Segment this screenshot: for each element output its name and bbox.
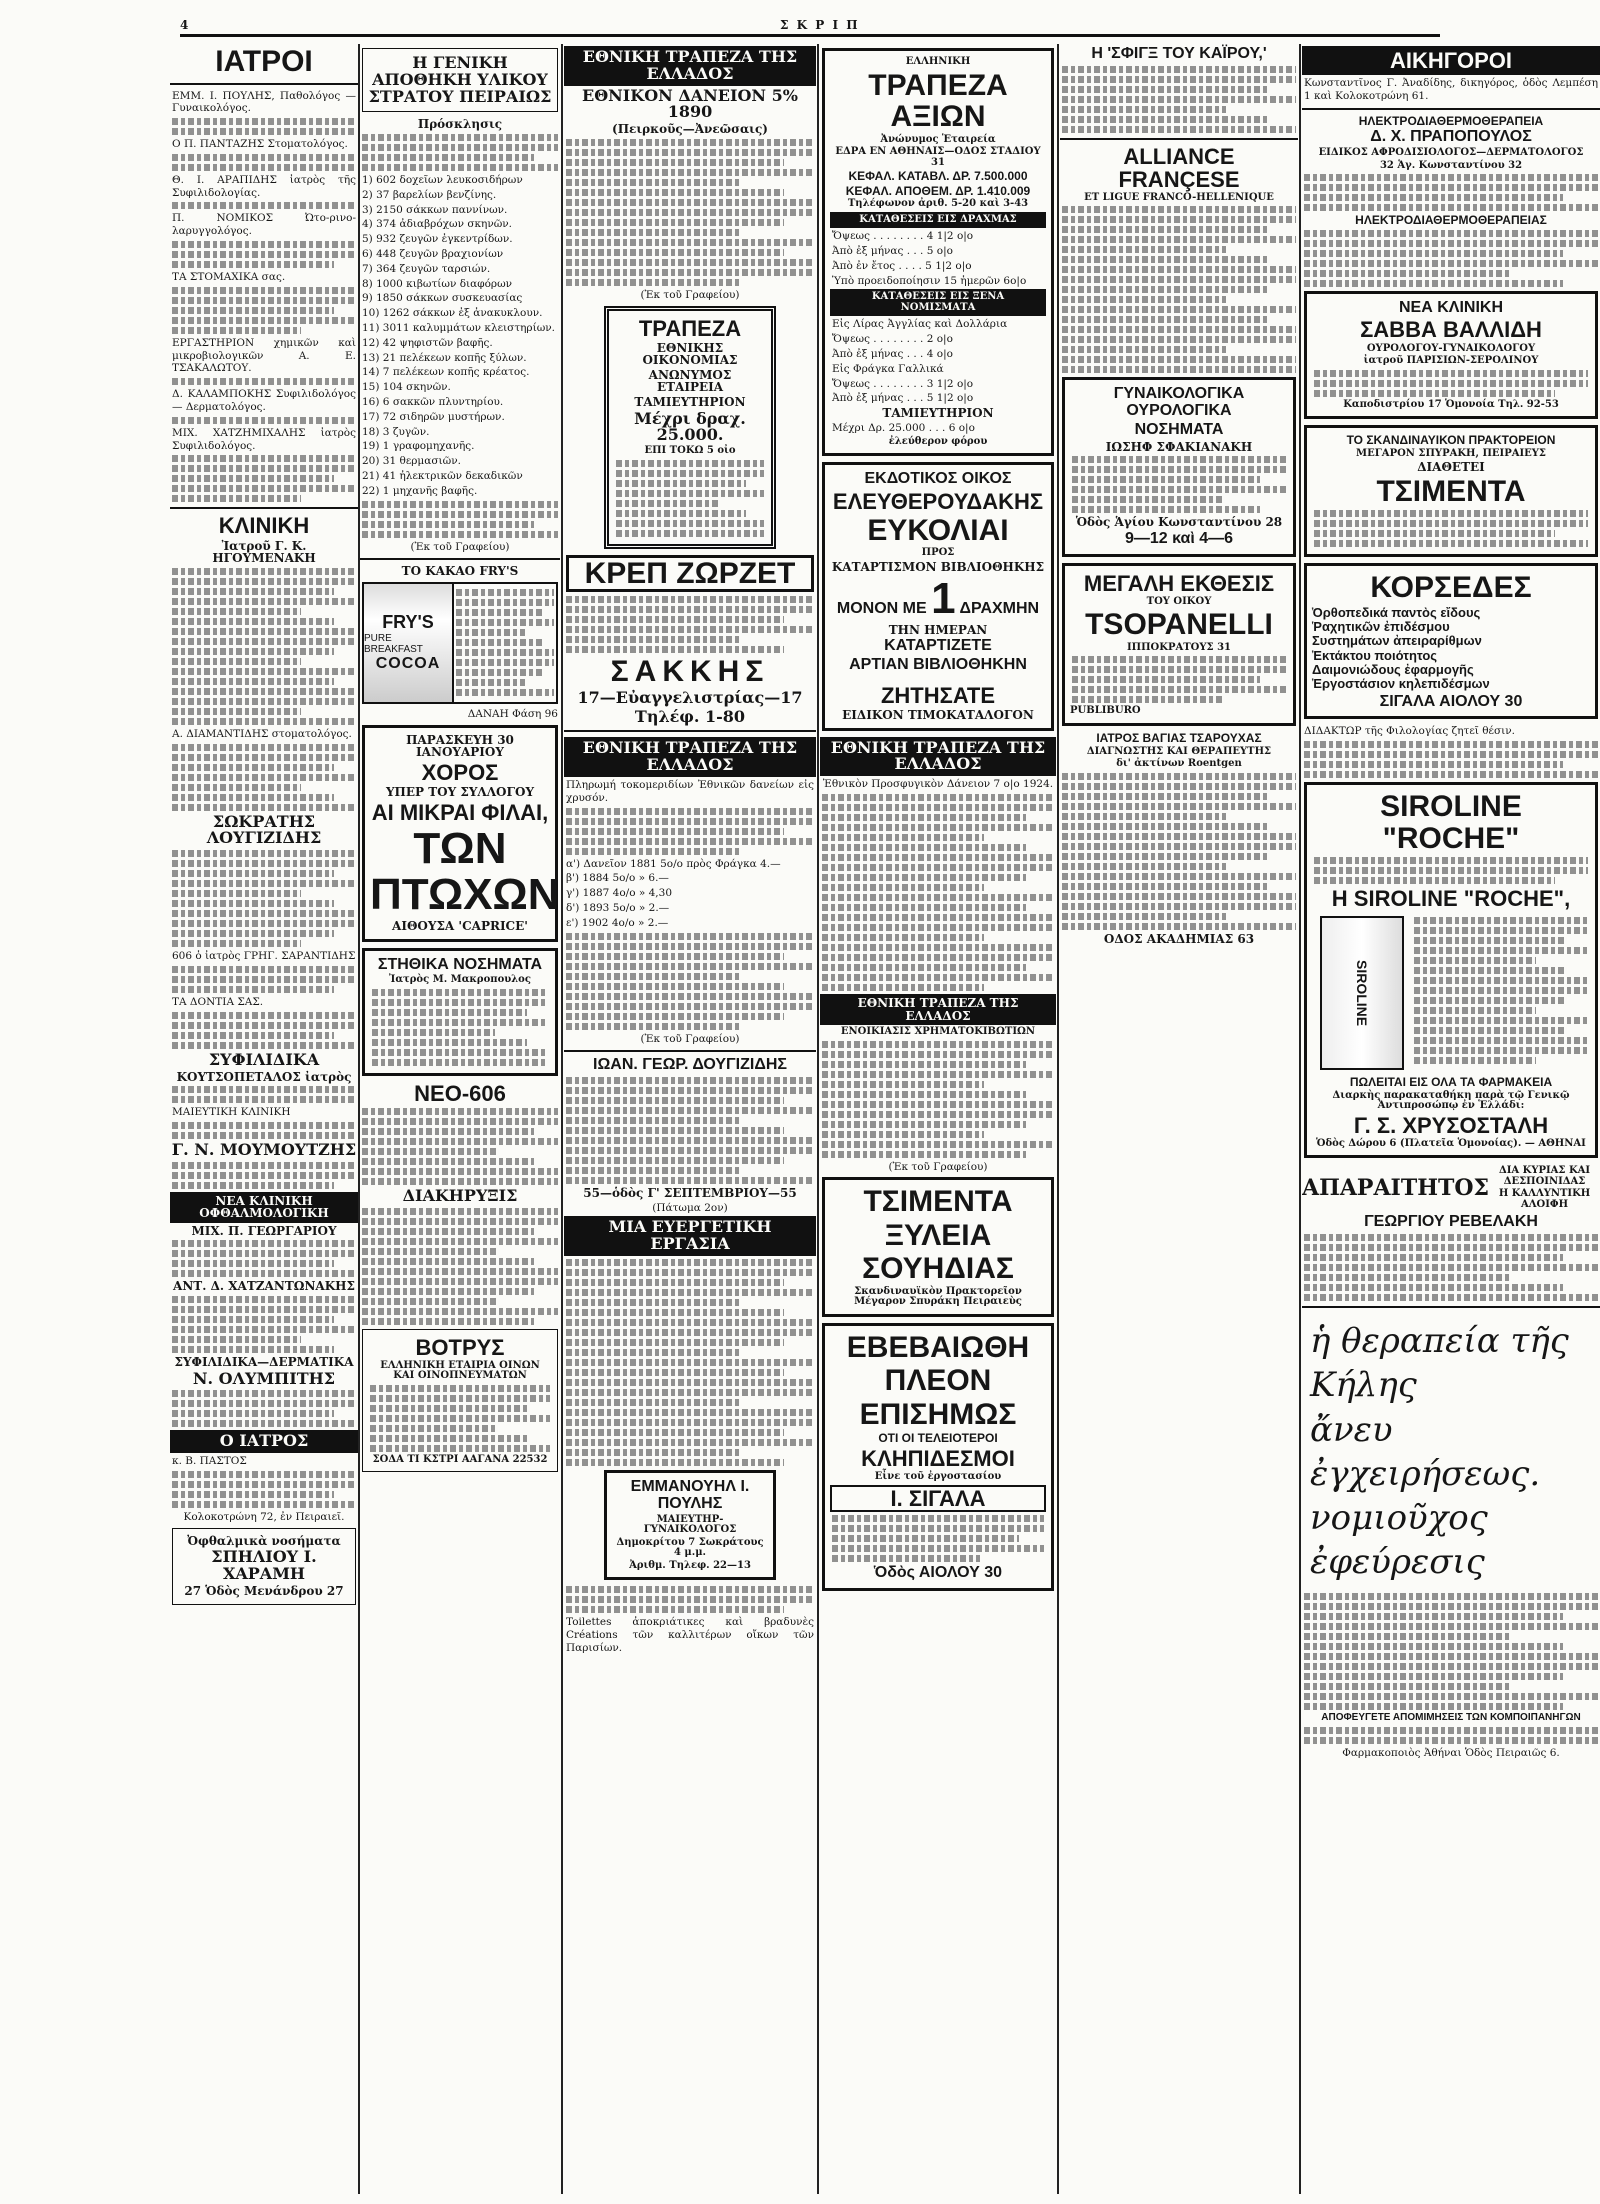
siroline-ad (1304, 782, 1598, 1158)
publisher-price-unit: ΔΡΑΧΜΗΝ (959, 599, 1040, 617)
listing: Ο Π. ΠΑΝΤΑΖΗΣ Στοματολόγος. (172, 138, 348, 151)
economy-bank-max: Μέχρι δραχ. 25.000. (634, 408, 746, 445)
new-clinic-title: ΝΕΑ ΚΛΙΝΙΚΗ (1398, 298, 1503, 316)
deposit-row: Ὑπὸ προειδοποίησιν 15 ἡμερῶν 6ο|ο (832, 274, 1027, 287)
publisher-library: ΚΑΤΑΡΤΙΣΜΟΝ ΒΙΒΛΙΟΘΗΚΗΣ (831, 559, 1045, 574)
clinic-name: Ἰατροῦ Γ. Κ. ΗΓΟΥΜΕΝΑΚΗ (212, 538, 316, 566)
corset-line: Ῥαχητικῶν ἐπιδέσμου (1312, 619, 1450, 635)
section-title-doctors: ΙΑΤΡΟΙ (215, 45, 313, 78)
column-rule (561, 44, 563, 2194)
cocoa-tin-label: PURE BREAKFAST (364, 633, 423, 656)
depot-item: 4) 374 ἀδιαβρόχων σκηνῶν. (362, 218, 513, 231)
deposit-row: Ἀπὸ ἐξ μήνας . . . 5 ο|ο (832, 244, 953, 257)
cocoa-tin-word: COCOA (375, 655, 441, 673)
column-banks (564, 44, 816, 2194)
bank2-subtitle: Πληρωμή τοκομεριδίων Ἐθνικῶν δανείων εἰς χρυσόν. (566, 778, 814, 804)
tsarouchas-address: ΟΔΟΣ ΑΚΑΔΗΜΙΑΣ 63 (1103, 931, 1255, 946)
dance-hall: ΑΙΘΟΥΣΑ 'CAPRICE' (392, 919, 528, 934)
depot-item: 19) 1 γραφομηχανῆς. (362, 440, 475, 453)
sigalas-line6: Εἶνε τοῦ ἐργοστασίου (874, 1471, 1002, 1483)
foreign-deposit-row: Ἀπὸ ἐξ μήνας . . . 5 1|2 ο|ο (832, 392, 974, 405)
listing-heading: ΣΥΦΙΛΙΔΙΚΑ (208, 1049, 320, 1069)
bank-title: ΕΘΝΙΚΗ ΤΡΑΠΕΖΑ ΤΗΣ ΕΛΛΑΔΟΣ (564, 46, 816, 86)
tsopanelli-house: ΤΟΥ ΟΙΚΟΥ (1146, 595, 1212, 607)
dance-word: ΧΟΡΟΣ (421, 759, 499, 785)
doctor-ad-name: ΕΜΜΑΝΟΥΗΛ Ι. ΠΟΥΛΗΣ (630, 1478, 750, 1512)
dougizidis-title: ΙΩΑΝ. ΓΕΩΡ. ΔΟΥΓΙΖΙΔΗΣ (593, 1056, 787, 1074)
depot-item: 18) 3 ζυγῶν. (362, 425, 430, 438)
siroline-address: Ὁδὸς Δώρου 6 (Πλατεῖα Ὁμονοίας). — ΑΘΗΝΑΙ (1316, 1137, 1586, 1149)
deposit-row: Ἀπὸ ἐν ἔτος . . . . 5 1|2 ο|ο (832, 259, 972, 272)
beauty-maker: ΓΕΩΡΓΙΟΥ ΡΕΒΕΛΑΚΗ (1364, 1213, 1538, 1231)
depot-subtitle: Πρόσκλησις (417, 117, 503, 132)
gynecology-address: Ὁδὸς Ἁγίου Κωνσταντίνου 28 (1075, 515, 1283, 530)
work-title: ΜΙΑ ΕΥΕΡΓΕΤΙΚΗ ΕΡΓΑΣΙΑ (564, 1216, 816, 1256)
hernia-ad-handwriting (1302, 1313, 1600, 1590)
depot-item: 3) 2150 σάκκων παννίνων. (362, 203, 508, 216)
foreign-deposit-row: Ὄψεως . . . . . . . . 3 1|2 ο|ο (832, 377, 974, 390)
foreign-deposit-row: Ὄψεως . . . . . . . . 2 ο|ο (832, 333, 953, 346)
cement-ad (822, 1177, 1054, 1317)
bank2-row: β') 1884 5ο/ο » 6.— (566, 872, 669, 885)
dance-name-line1: ΑΙ ΜΙΚΡΑΙ ΦΙΛΑΙ, (371, 799, 549, 825)
share-bank-seat: ΕΔΡΑ ΕΝ ΑΘΗΝΑΙΣ—ΟΔΟΣ ΣΤΑΔΙΟΥ 31 (835, 146, 1041, 168)
publisher-offer: ΕΥΚΟΛΙΑΙ (867, 513, 1009, 547)
clinic-title: ΚΛΙΝΙΚΗ (218, 513, 310, 539)
publisher-name: ΕΛΕΥΘΕΡΟΥΔΑΚΗΣ (832, 488, 1044, 514)
bank4-title: ΕΘΝΙΚΗ ΤΡΑΠΕΖΑ ΤΗΣ ΕΛΛΑΔΟΣ (820, 994, 1056, 1025)
bank-call: (Πειρκοῦς—Ἀνεῶσαις) (612, 122, 768, 137)
dougizidis-floor: (Πάτωμα 2ον) (652, 1201, 728, 1214)
bank2-title: ΕΘΝΙΚΗ ΤΡΑΠΕΖΑ ΤΗΣ ΕΛΛΑΔΟΣ (564, 737, 816, 777)
sigalas-name: Ι. ΣΙΓΑΛΑ (830, 1485, 1046, 1512)
listing: ΜΑΙΕΥΤΙΚΗ ΚΛΙΝΙΚΗ (172, 1106, 291, 1119)
announcement-title: ΔΙΑΚΗΡΥΞΙΣ (402, 1186, 518, 1206)
column-rule (817, 44, 819, 2194)
depot-item: 16) 6 σακκῶν πλυντηρίου. (362, 395, 504, 408)
listing: Δ. ΚΑΛΑΜΠΟΚΗΣ Συφιλιδολόγος — Δερματολόγος. (172, 388, 356, 414)
votrys-title: ΒΟΤΡΥΣ (415, 1334, 505, 1360)
depot-item: 13) 21 πελέκεων κοπῆς ξύλων. (362, 351, 527, 364)
publisher-make: ΚΑΤΑΡΤΙΖΕΤΕ (884, 637, 992, 655)
new-clinic-specialty: ΟΥΡΟΛΟΓΟΥ-ΓΥΝΑΙΚΟΛΟΓΟΥ (1366, 342, 1536, 354)
listing-heading: Γ. Ν. ΜΟΥΜΟΥΤΖΗΣ (171, 1139, 357, 1159)
listing-heading: Ο ΙΑΤΡΟΣ (170, 1430, 358, 1453)
electro-specialty: ΕΙΔΙΚΟΣ ΑΦΡΟΔΙΣΙΟΛΟΓΟΣ—ΔΕΡΜΑΤΟΛΟΓΟΣ (1318, 147, 1584, 159)
sphinx-title: Η 'ΣΦΙΓΞ ΤΟΥ ΚΑΪΡΟΥ,' (1091, 45, 1267, 62)
bank3-title: ΕΘΝΙΚΗ ΤΡΑΠΕΖΑ ΤΗΣ ΕΛΛΑΔΟΣ (820, 737, 1056, 777)
tsarouchas-title: ΙΑΤΡΟΣ ΒΑΓΙΑΣ ΤΣΑΡΟΥΧΑΣ (1096, 730, 1262, 745)
corsets-maker: ΣΙΓΑΛΑ ΑΙΟΛΟΥ 30 (1379, 692, 1523, 710)
sakkis-address: 17—Εὐαγγελιστρίας—17 (577, 687, 803, 707)
sigalas-line5: ΚΛΗΠΙΔΕΣΜΟΙ (861, 1446, 1015, 1472)
neo606-title: ΝΕΟ-606 (414, 1080, 506, 1106)
depot-item: 2) 37 βαρελίων βενζίνης. (362, 188, 497, 201)
cement-agency-title: ΤΟ ΣΚΑΝΔΙΝΑΥΙΚΟΝ ΠΡΑΚΤΟΡΕΙΟΝ (1346, 433, 1556, 448)
deposits-title: ΚΑΤΑΘΕΣΕΙΣ ΕΙΣ ΔΡΑΧΜΑΣ (830, 212, 1046, 229)
deposit-row: Ὄψεως . . . . . . . . 4 1|2 ο|ο (832, 230, 974, 243)
alliance-title: ALLIANCE FRANÇESE (1118, 143, 1240, 192)
dance-name-line2: ΤΩΝ ΠΤΩΧΩΝ (370, 823, 560, 919)
depot-item: 9) 1850 σάκκων συσκευασίας (362, 292, 523, 305)
dance-date: ΠΑΡΑΣΚΕΥΗ 30 ΙΑΝΟΥΑΡΙΟΥ (406, 732, 514, 760)
siroline-subtitle: Η SIROLINE "ROCHE", (1331, 886, 1571, 912)
sakkis-telephone: Τηλέφ. 1-80 (634, 706, 746, 726)
depot-title: Η ΓΕΝΙΚΗ ΑΠΟΘΗΚΗ ΥΛΙΚΟΥ ΣΤΡΑΤΟΥ ΠΕΙΡΑΙΩΣ (368, 53, 552, 106)
masthead (180, 18, 1440, 37)
corset-line: Ἐκτάκτου ποιότητος (1312, 647, 1438, 663)
publisher-library2: ΑΡΤΙΑΝ ΒΙΒΛΙΟΘΗΚΗΝ (849, 656, 1027, 674)
beauty-to: ΔΙΑ ΚΥΡΙΑΣ ΚΑΙ ΔΕΣΠΟΙΝΙΔΑΣ (1498, 1165, 1591, 1187)
depot-item: 12) 42 ψηφιστῶν βαφῆς. (362, 336, 493, 349)
listing: ΤΑ ΣΤΟΜΑΧΙΚΑ σας. (172, 271, 286, 284)
toilettes-note: Toilettes ἀποκριάτικες καὶ βραδυνὲς Créations τῶν καλλιτέρων οἴκων τῶν Παρισίων. (566, 1616, 814, 1654)
page-number: 4 (180, 18, 189, 32)
gynecology-title: ΓΥΝΑΙΚΟΛΟΓΙΚΑ ΟΥΡΟΛΟΓΙΚΑ (1113, 385, 1245, 420)
column-rule (1057, 44, 1059, 2194)
hernia-line1: ἡ θεραπεία τῆς Κήλης (1310, 1321, 1569, 1406)
eye-heading: Ὀφθαλμικὰ νοσήματα (187, 1533, 341, 1548)
siroline-title: SIROLINE "ROCHE" (1380, 790, 1522, 855)
depot-item: 21) 41 ἠλεκτρικῶν δεκαδικῶν (362, 469, 523, 482)
sakkis-title: ΣΑΚΚΗΣ (610, 655, 770, 689)
dance-ad (362, 725, 558, 942)
corsets-ad (1304, 563, 1598, 719)
new-clinic-address: Καποδιστρίου 17 Ὁμονοία Τηλ. 92-53 (1343, 398, 1559, 410)
listing: Α. ΔΙΑΜΑΝΤΙΔΗΣ στοματολόγος. (172, 727, 352, 740)
sigalas-ad (822, 1323, 1054, 1591)
cement-agency-offers: ΔΙΑΘΕΤΕΙ (1417, 460, 1485, 475)
pharmacist: Φαρμακοποιὸς Ἀθήναι Ὁδὸς Πειραιῶς 6. (1342, 1746, 1560, 1759)
lawyers-title: ΑΙΚΗΓΟΡΟΙ (1302, 46, 1600, 75)
foreign-deposit-row: Εἰς Φράγκα Γαλλικά (832, 362, 944, 375)
teacher-listing: ΔΙΔΑΚΤΩΡ τῆς Φιλολογίας ζητεῖ θέσιν. (1304, 725, 1515, 738)
publisher-price-number: 1 (931, 573, 956, 623)
listing: ΕΜΜ. Ι. ΠΟΥΛΗΣ, Παθολόγος — Γυναικολόγος. (172, 89, 356, 115)
cement-agency-address: ΜΕΓΑΡΟΝ ΣΠΥΡΑΚΗ, ΠΕΙΡΑΙΕΥΣ (1356, 447, 1546, 459)
savings-note: ἐλεύθερον φόρου (888, 435, 988, 447)
votrys-subtitle: ΕΛΛΗΝΙΚΗ ΕΤΑΙΡΙΑ ΟΙΝΩΝ ΚΑΙ ΟΙΝΟΠΝΕΥΜΑΤΩΝ (380, 1359, 540, 1382)
gynecology-hours: 9—12 καὶ 4—6 (1124, 530, 1234, 548)
gynecology-doctor: ΙΩΣΗΦ ΣΦΑΚΙΑΝΑΚΗ (1105, 439, 1253, 454)
signoff: (Ἐκ τοῦ Γραφείου) (640, 288, 740, 301)
crepe-title: ΚΡΕΠ ΖΩΡΖΕΤ (566, 555, 814, 593)
publisher-to: ΠΡΟΣ (921, 547, 955, 559)
column-rule (1299, 44, 1301, 2194)
tsopanelli-address: ΙΠΠΟΚΡΑΤΟΥΣ 31 (1126, 641, 1231, 653)
new-clinic-note: ἰατροῦ ΠΑΡΙΣΙΩΝ-ΣΕΡΟΛΙΝΟΥ (1363, 355, 1539, 367)
depot-item: 20) 31 θερμασιῶν. (362, 455, 461, 468)
ad-credit: ΔΑΝΑΗ Φάση 96 (467, 707, 558, 720)
cement-title: ΤΣΙΜΕΝΤΑ (863, 1185, 1013, 1219)
votrys-telephone: ΣΟΔΑ ΤΙ ΚΣΤΡΙ ΑΑΓΑΝΑ 22532 (372, 1453, 548, 1465)
corsets-title: ΚΟΡΣΕΔΕΣ (1370, 571, 1532, 605)
publiburo-credit: PUBLIBURO (1070, 705, 1141, 717)
depot-item: 15) 104 σκηνῶν. (362, 381, 451, 394)
cement-sweden: ΣΟΥΗΔΙΑΣ (862, 1252, 1014, 1286)
listing: κ. Β. ΠΑΣΤΟΣ (172, 1455, 247, 1468)
cement-agency-product: ΤΣΙΜΕΝΤΑ (1376, 474, 1526, 508)
depot-item: 7) 364 ζευγῶν ταρσιών. (362, 262, 491, 275)
publisher-ask: ΖΗΤΗΣΑΤΕ (880, 682, 996, 708)
siroline-sale: ΠΩΛΕΙΤΑΙ ΕΙΣ ΟΛΑ ΤΑ ΦΑΡΜΑΚΕΙΑ (1349, 1075, 1553, 1090)
foreign-deposits-title: ΚΑΤΑΘΕΣΕΙΣ ΕΙΣ ΞΕΝΑ ΝΟΜΙΣΜΑΤΑ (830, 289, 1046, 316)
share-bank-sub: ΕΛΛΗΝΙΚΗ (905, 56, 971, 67)
listing-name: ΚΟΥΤΣΟΠΕΤΑΛΟΣ ἰατρὸς (176, 1069, 352, 1084)
column-army-depot (360, 44, 560, 2194)
doctor-ad-telephone: Ἀριθμ. Τηλεφ. 22—13 (629, 1559, 751, 1571)
column-sphinx (1060, 44, 1298, 2194)
foreign-deposit-row: Ἀπὸ ἐξ μήνας . . . 4 ο|ο (832, 347, 953, 360)
column-lawyers (1302, 44, 1600, 2194)
signoff: (Ἐκ τοῦ Γραφείου) (410, 540, 510, 553)
corset-line: Ἐργοστάσιον κηλεπιδέσμων (1312, 676, 1490, 692)
bank4-subtitle: ΕΝΟΙΚΙΑΣΙΣ ΧΡΗΜΑΤΟΚΙΒΩΤΙΩΝ (840, 1026, 1036, 1038)
listing: Π. ΝΟΜΙΚΟΣ Ὠτο-ρινο-λαρυγγολόγος. (172, 212, 356, 238)
tsopanelli-title: ΜΕΓΑΛΗ ΕΚΘΕΣΙΣ (1083, 570, 1275, 596)
signoff: (Ἐκ τοῦ Γραφείου) (640, 1032, 740, 1045)
hernia-line2: ἄνευ ἐγχειρήσεως. (1310, 1409, 1541, 1494)
share-bank-capital: ΚΕΦΑΛ. ΚΑΤΑΒΛ. ΔΡ. 7.500.000 (848, 169, 1028, 183)
listing-name: ΜΙΧ. Π. ΓΕΩΡΓΑΡΙΟΥ (191, 1223, 337, 1238)
cement-agency: Σκανδιναυϊκὸν Πρακτορεῖον Μέγαρον Σπυράκη Πειραιεὺς (854, 1285, 1022, 1308)
publisher-price-text: ΜΟΝΟΝ ΜΕ (836, 599, 927, 617)
depot-item: 17) 72 σιδηρῶν μυστήρων. (362, 410, 505, 423)
foreign-deposit-row: Εἰς Λίρας Ἀγγλίας καὶ Δολλάρια (832, 318, 1008, 331)
cocoa-title: ΤΟ ΚΑΚΑΟ FRY'S (401, 564, 519, 579)
chest-diseases-title: ΣΤΗΘΙΚΑ ΝΟΣΗΜΑΤΑ (377, 955, 543, 973)
sigalas-line3: ΕΠΙΣΗΜΩΣ (859, 1397, 1017, 1431)
depot-item: 8) 1000 κιβωτίων διαφόρων (362, 277, 513, 290)
alliance-subtitle: ET LIGUE FRANCO-HELLENIQUE (1084, 191, 1274, 203)
tsopanelli-name: TSOPANELLI (1085, 608, 1273, 642)
depot-item: 11) 3011 καλυμμάτων κλειστηρίων. (362, 321, 555, 334)
electro-doctor: Δ. Χ. ΠΡΑΠΟΠΟΥΛΟΣ (1370, 128, 1532, 146)
imitations-warning: ΑΠΟΦΕΥΓΕΤΕ ΑΠΟΜΙΜΗΣΕΙΣ ΤΩΝ ΚΟΜΠΟΙΠΑΝΗΓΩΝ (1321, 1712, 1581, 1724)
listing: ΜΙΧ. ΧΑΤΖΗΜΙΧΑΛΗΣ ἰατρὸς Συφιλιδολόγος. (172, 426, 356, 452)
publisher-title: ΕΚΔΟΤΙΚΟΣ ΟΙΚΟΣ (864, 470, 1012, 488)
bank3-subtitle: Ἐθνικὸν Προσφυγικὸν Δάνειον 7 ο|ο 1924. (822, 778, 1054, 791)
siroline-agent: Γ. Σ. ΧΡΥΣΟΣΤΑΛΗ (1353, 1112, 1549, 1138)
new-clinic-ad (1304, 291, 1598, 419)
tsarouchas-rays: δι' ἀκτίνων Roentgen (1116, 758, 1242, 770)
gynecology-sub: ΝΟΣΗΜΑΤΑ (1134, 421, 1224, 439)
column-share-bank (820, 44, 1056, 2194)
electro-title-2: ΗΛΕΚΤΡΟΔΙΑΘΕΡΜΟΘΕΡΑΠΕΙΑΣ (1355, 213, 1547, 228)
eye-name: ΣΠΗΛΙΟΥ Ι. ΧΑΡΑΜΗ (211, 1547, 317, 1584)
economy-bank-type: ΑΝΩΝΥΜΟΣ ΕΤΑΙΡΕΙΑ (648, 367, 732, 395)
publisher-per-day: ΤΗΝ ΗΜΕΡΑΝ (888, 622, 988, 637)
share-bank-telephone: Τηλέφωνον ἀριθ. 5-20 καὶ 3-43 (847, 198, 1029, 210)
doctor-ad-specialty: ΜΑΙΕΥΤΗΡ-ΓΥΝΑΙΚΟΛΟΓΟΣ (643, 1513, 737, 1536)
savings-max: Μέχρι Δρ. 25.000 . . . 6 ο|ο (832, 421, 975, 434)
column-doctors (170, 44, 358, 2194)
bank2-row: ε') 1902 4ο/ο » 2.— (566, 916, 669, 929)
sigalas-line2: ΠΛΕΟΝ (884, 1364, 992, 1398)
signoff: (Ἐκ τοῦ Γραφείου) (888, 1160, 988, 1173)
new-clinic-doctor: ΣΑΒΒΑ ΒΑΛΛΙΔΗ (1360, 317, 1542, 343)
tsarouchas-sub: ΔΙΑΓΝΩΣΤΗΣ ΚΑΙ ΘΕΡΑΠΕΥΤΗΣ (1086, 745, 1272, 757)
economy-bank-title: ΤΡΑΠΕΖΑ (638, 315, 742, 341)
beauty-required: ΑΠΑΡΑΙΤΗΤΟΣ (1302, 1174, 1490, 1201)
economy-bank-ad (604, 306, 776, 549)
tsopanelli-ad (1062, 563, 1296, 726)
sigalas-line4: ΟΤΙ ΟΙ ΤΕΛΕΙΟΤΕΡΟΙ (878, 1431, 998, 1446)
publisher-catalogue: ΕΙΔΙΚΟΝ ΤΙΜΟΚΑΤΑΛΟΓΟΝ (842, 708, 1034, 722)
electro-address: 32 Ἁγ. Κωνσταντίνου 32 (1379, 159, 1523, 171)
eye-address: 27 Ὁδὸς Μενάνδρου 27 (184, 1584, 344, 1599)
doctor-ad-address: Δημοκρίτου 7 Σωκράτους 4 μ.μ. (616, 1536, 764, 1559)
siroline-bottle-image: SIROLINE (1320, 916, 1404, 1070)
listing-name: Ν. ΟΛΥΜΠΙΤΗΣ (192, 1368, 336, 1388)
depot-item: 5) 932 ζευγῶν ἐγκεντρίδων. (362, 233, 513, 246)
cocoa-tin-image (364, 584, 454, 702)
listing-name: ΑΝΤ. Δ. ΧΑΤΖΑΝΤΩΝΑΚΗΣ (173, 1279, 355, 1294)
dance-org: ΥΠΕΡ ΤΟΥ ΣΥΛΛΟΓΟΥ (385, 784, 535, 799)
cocoa-tin-brand: FRY'S (382, 612, 434, 633)
listing-heading: ΝΕΑ ΚΛΙΝΙΚΗ ΟΦΘΑΛΜΟΛΟΓΙΚΗ (170, 1192, 358, 1223)
listing: 606 ὁ ἰατρὸς ΓΡΗΓ. ΣΑΡΑΝΤΙΔΗΣ (172, 950, 356, 963)
listing-heading: ΣΥΦΙΛΙΔΙΚΑ—ΔΕΡΜΑΤΙΚΑ (174, 1355, 354, 1370)
corset-line: Συστημάτων ἀπειραρίθμων (1312, 633, 1482, 649)
hernia-line3: νομιοῦχος ἐφεύρεσις (1310, 1497, 1488, 1583)
gynecology-ad (1062, 377, 1296, 556)
economy-bank-dept: ΤΑΜΙΕΥΤΗΡΙΟΝ (634, 395, 746, 410)
share-bank-title: ΤΡΑΠΕΖΑ ΑΞΙΩΝ (868, 68, 1008, 133)
listing: Θ. Ι. ΑΡΑΠΙΔΗΣ ἰατρὸς τῆς Συφιλιδολογίας. (172, 173, 356, 199)
newspaper-name: Σ Κ Ρ Ι Π (780, 18, 860, 32)
listing-heading: ΣΩΚΡΑΤΗΣ ΛΟΥΓΙΖΙΔΗΣ (206, 811, 322, 848)
sigalas-address: Ὁδὸς ΑΙΟΛΟΥ 30 (873, 1563, 1003, 1581)
cement-agency-ad (1304, 425, 1598, 557)
sigalas-line1: ΕΒΕΒΑΙΩΘΗ (846, 1330, 1030, 1364)
bank2-row: δ') 1893 5ο/ο » 2.— (566, 901, 670, 914)
depot-item: 14) 7 πελέκεων κοπῆς κρέατος. (362, 366, 530, 379)
economy-bank-rate: ΕΠΙ ΤΟΚΩ 5 οἰο (644, 445, 736, 457)
listing: ΤΑ ΔΟΝΤΙΑ ΣΑΣ. (172, 995, 264, 1008)
doctor-ad (604, 1470, 776, 1580)
electro-title: ΗΛΕΚΤΡΟΔΙΑΘΕΡΜΟΘΕΡΑΠΕΙΑ (1358, 113, 1544, 128)
chest-diseases-ad (362, 948, 558, 1076)
lawyer-listing: Κωνσταντῖνος Γ. Ἀναδίδης, δικηγόρος, ὁδὸς Λεμπέση 1 καὶ Κολοκοτρώνη 61. (1304, 77, 1598, 102)
share-bank-type: Ἀνώνυμος Ἑταιρεία (880, 133, 996, 145)
publisher-ad (822, 462, 1054, 731)
listing: ΕΡΓΑΣΤΗΡΙΟΝ χημικῶν καὶ μικροβιολογικῶν Α. Ε. ΤΣΑΚΑΛΩΤΟΥ. (172, 336, 356, 375)
beauty-cream: Η ΚΑΛΛΥΝΤΙΚΗ ΑΛΟΙΦΗ (1498, 1188, 1591, 1210)
bank2-row: α') Δανεῖον 1881 5ο/ο πρὸς Φράγκα 4.— (566, 857, 781, 870)
share-bank-reserve: ΚΕΦΑΛ. ΑΠΟΘΕΜ. ΔΡ. 1.410.009 (845, 183, 1031, 198)
corset-line: Δαιμονιώδους ἐφαρμογῆς (1312, 661, 1474, 677)
depot-item: 22) 1 μηχανῆς βαφῆς. (362, 484, 478, 497)
address: Κολοκοτρώνη 72, ἐν Πειραιεῖ. (183, 1511, 345, 1524)
share-bank-ad (822, 48, 1054, 456)
bank-subtitle: ΕΘΝΙΚΟΝ ΔΑΝΕΙΟΝ 5% 1890 (582, 85, 798, 122)
economy-bank-sub: ΕΘΝΙΚΗΣ ΟΙΚΟΝΟΜΙΑΣ (642, 340, 738, 368)
depot-item: 6) 448 ζευγῶν βραχιονίων (362, 247, 504, 260)
savings-title: ΤΑΜΙΕΥΤΗΡΙΟΝ (882, 406, 994, 421)
depot-item: 1) 602 δοχεῖων λευκοσιδήρων (362, 173, 523, 186)
siroline-representative: Διαρκὴς παρακαταθήκη παρὰ τῷ Γενικῷ Ἀντιπροσώπῳ ἐν Ἑλλάδι: (1332, 1089, 1570, 1112)
cocoa-ad (362, 582, 558, 704)
cement-wood: ΞΥΛΕΙΑ (884, 1218, 992, 1252)
corset-line: Ὀρθοπεδικά παντὸς εἴδους (1312, 604, 1481, 620)
depot-item: 10) 1262 σάκκων ἐξ ἀνακυκλουν. (362, 307, 543, 320)
chest-diseases-doctor: Ἰατρὸς Μ. Μακροπουλος (389, 974, 531, 986)
bank2-row: γ') 1887 4ο/ο » 4,30 (566, 887, 672, 900)
votrys-ad (362, 1329, 558, 1473)
dougizidis-address: 55—ὁδὸς Γ' ΣΕΠΤΕΜΒΡΙΟΥ—55 (583, 1186, 797, 1201)
